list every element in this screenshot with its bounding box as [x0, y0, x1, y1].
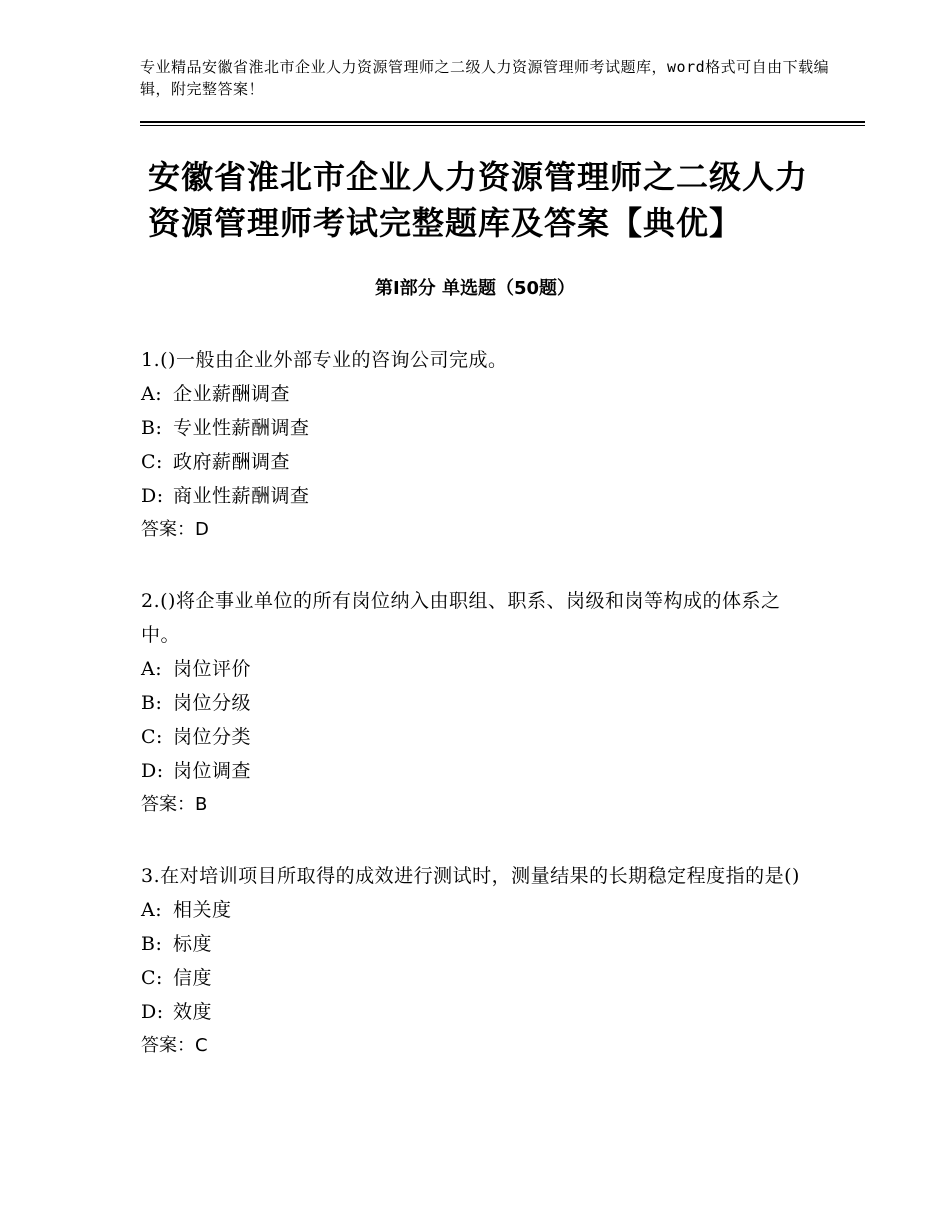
section-title: 第Ⅰ部分 单选题（50题）: [374, 278, 575, 299]
option-key: B:: [141, 692, 163, 714]
option-text: 标度: [173, 933, 213, 955]
option-key: A:: [141, 658, 163, 680]
option-text: 政府薪酬调查: [173, 451, 291, 473]
option-b: [141, 927, 821, 961]
answer: 答案：B: [141, 794, 208, 815]
option-key: D:: [141, 1001, 164, 1023]
option-text: 商业性薪酬调查: [173, 485, 310, 507]
question-1: [141, 343, 821, 547]
option-key: B:: [141, 933, 163, 955]
question-stem: 3.在对培训项目所取得的成效进行测试时，测量结果的长期稳定程度指的是(): [141, 865, 800, 887]
option-key: D:: [141, 760, 164, 782]
option-b: [141, 686, 821, 720]
option-key: C:: [141, 726, 163, 748]
question-3: [141, 859, 821, 1063]
option-d: [141, 754, 821, 788]
document-title: 安徽省淮北市企业人力资源管理师之二级人力资源管理师考试完整题库及答案【典优】: [148, 158, 809, 242]
option-key: C:: [141, 967, 163, 989]
option-text: 岗位评价: [173, 658, 252, 680]
option-d: [141, 479, 821, 513]
question-list: [141, 343, 821, 1100]
header-divider-thick: [140, 121, 865, 123]
option-text: 相关度: [173, 899, 232, 921]
option-a: [141, 893, 821, 927]
option-a: [141, 377, 821, 411]
option-key: D:: [141, 485, 164, 507]
option-text: 信度: [173, 967, 213, 989]
option-text: 岗位分级: [173, 692, 252, 714]
option-c: [141, 961, 821, 995]
header-divider-thin: [140, 125, 865, 126]
question-stem: 2.()将企事业单位的所有岗位纳入由职组、职系、岗级和岗等构成的体系之中。: [141, 590, 781, 646]
option-key: B:: [141, 417, 163, 439]
option-text: 岗位调查: [173, 760, 252, 782]
header-note: 专业精品安徽省淮北市企业人力资源管理师之二级人力资源管理师考试题库，word格式可自由下载编辑，附完整答案！: [140, 58, 830, 98]
option-text: 企业薪酬调查: [173, 383, 291, 405]
option-b: [141, 411, 821, 445]
option-c: [141, 720, 821, 754]
option-c: [141, 445, 821, 479]
answer: 答案：D: [141, 519, 209, 540]
option-d: [141, 995, 821, 1029]
answer: 答案：C: [141, 1035, 208, 1056]
question-2: [141, 584, 821, 822]
option-a: [141, 652, 821, 686]
option-key: C:: [141, 451, 163, 473]
option-text: 岗位分类: [173, 726, 252, 748]
option-key: A:: [141, 383, 163, 405]
question-stem: 1.()一般由企业外部专业的咨询公司完成。: [141, 349, 508, 371]
option-key: A:: [141, 899, 163, 921]
option-text: 效度: [173, 1001, 213, 1023]
option-text: 专业性薪酬调查: [173, 417, 310, 439]
